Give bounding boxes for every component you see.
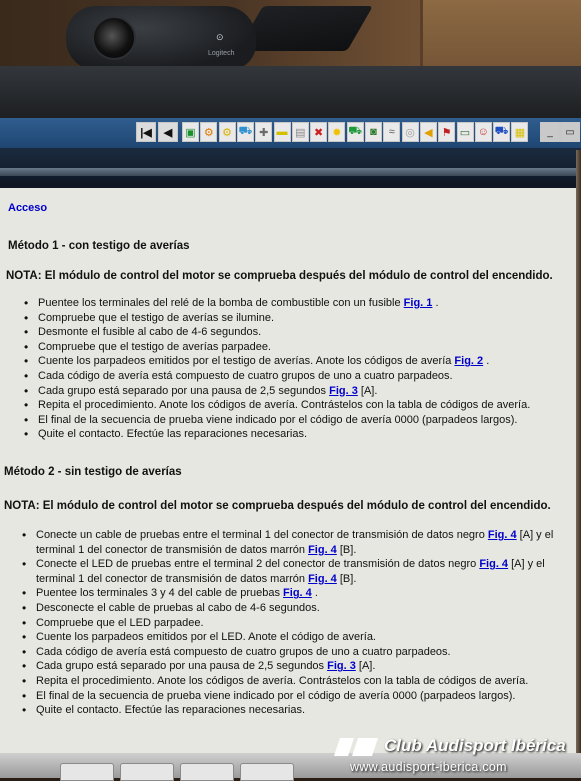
item-text: Compruebe que el LED parpadee. xyxy=(36,616,204,629)
monitor-edge xyxy=(576,150,581,760)
list-item xyxy=(22,557,574,586)
figure-link[interactable]: Fig. 4 xyxy=(283,587,312,600)
minimize-button[interactable]: _ xyxy=(540,122,560,142)
figure-link[interactable]: Fig. 3 xyxy=(329,384,358,397)
monitor-icon[interactable]: ▭ xyxy=(457,122,474,142)
tools-icon[interactable]: ✖ xyxy=(310,122,327,142)
method1-title: Método 1 - con testigo de averías xyxy=(8,240,190,252)
item-text: Cada código de avería está compuesto de cuatro grupos de uno a cuatro parpadeos. xyxy=(36,645,451,658)
first-page-button[interactable]: |◀ xyxy=(136,122,156,142)
taskbar-button[interactable] xyxy=(120,763,174,781)
watermark-url: www.audisport-iberica.com xyxy=(350,760,507,774)
taskbar-button[interactable] xyxy=(180,763,234,781)
item-text: [B]. xyxy=(336,543,357,556)
restore-button[interactable]: ▭ xyxy=(560,122,580,142)
method2-note: NOTA: El módulo de control del motor se comprueba después del módulo de control del encendido. xyxy=(4,500,551,512)
person-icon[interactable]: ☺ xyxy=(475,122,492,142)
item-text: . xyxy=(311,587,318,600)
picture-icon[interactable]: ▣ xyxy=(182,122,199,142)
item-text: . xyxy=(432,297,439,309)
figure-link[interactable]: Fig. 1 xyxy=(403,297,433,309)
list-item xyxy=(24,369,576,384)
app-toolbar xyxy=(0,118,581,149)
item-text: [A]. xyxy=(355,660,376,673)
figure-link[interactable]: Fig. 2 xyxy=(454,355,484,368)
list-item xyxy=(24,413,576,428)
list-item xyxy=(24,325,576,340)
item-text: Quite el contacto. Efectúe las reparaciones necesarias. xyxy=(38,428,308,441)
flag-icon[interactable]: ⚑ xyxy=(438,122,455,142)
item-text: . xyxy=(483,355,490,368)
document-page xyxy=(0,188,576,753)
list-item xyxy=(22,645,574,660)
section-link-acceso[interactable]: Acceso xyxy=(8,202,48,214)
club-logo-icon xyxy=(334,738,378,756)
item-text: Cada grupo está separado por una pausa de 2,5 segundos xyxy=(36,660,328,673)
webcam-lens xyxy=(92,16,136,60)
method1-list xyxy=(24,296,576,442)
cable-icon[interactable]: ≈ xyxy=(383,122,400,142)
figure-link[interactable]: Fig. 4 xyxy=(479,558,509,571)
item-text: Conecte el LED de pruebas entre el terminal 2 del conector de transmisión de datos negro xyxy=(36,558,480,571)
item-text: El final de la secuencia de prueba viene indicado por el código de avería 0000 (parpadeos largos). xyxy=(38,413,518,426)
item-text: Compruebe que el testigo de averías parpadee. xyxy=(38,340,271,353)
list-item xyxy=(22,674,574,689)
item-text: [A] y el terminal 1 del conector de transmisión de datos marrón xyxy=(36,558,545,585)
webcam-brand: Logitech xyxy=(208,50,235,57)
list-item xyxy=(24,296,576,311)
item-text: Cuente los parpadeos emitidos por el LED. Anote el código de avería. xyxy=(36,631,376,644)
taskbar-button[interactable] xyxy=(240,763,294,781)
monitor-bezel xyxy=(0,66,581,118)
previous-button[interactable]: ◀ xyxy=(158,122,178,142)
list-item xyxy=(22,689,574,704)
item-text: Conecte un cable de pruebas entre el terminal 1 del conector de transmisión de datos negro xyxy=(36,529,488,541)
watermark-name: Club Audisport Ibérica xyxy=(384,736,566,755)
item-text: El final de la secuencia de prueba viene indicado por el código de avería 0000 (parpadeos largos). xyxy=(36,689,516,702)
figure-link[interactable]: Fig. 3 xyxy=(327,660,356,673)
figure-link[interactable]: Fig. 4 xyxy=(487,529,517,541)
item-text: Quite el contacto. Efectúe las reparaciones necesarias. xyxy=(36,704,306,717)
webcam-logo-icon: ⊙ xyxy=(216,32,224,42)
header-band xyxy=(0,148,581,188)
item-text: [A]. xyxy=(357,384,378,397)
item-text: Desmonte el fusible al cabo de 4-6 segundos. xyxy=(38,326,262,339)
item-text: Compruebe que el testigo de averías se ilumine. xyxy=(38,311,275,324)
webcam xyxy=(66,6,256,70)
taskbar-button[interactable] xyxy=(60,763,114,781)
watermark xyxy=(330,736,580,778)
item-text: Cada grupo está separado por una pausa de 2,5 segundos xyxy=(38,384,330,397)
item-text: Desconecte el cable de pruebas al cabo de 4-6 segundos. xyxy=(36,601,320,614)
item-text: [B]. xyxy=(336,572,357,585)
method2-list xyxy=(22,528,574,718)
item-text: Cada código de avería está compuesto de cuatro grupos de uno a cuatro parpadeos. xyxy=(38,369,453,382)
gear-icon[interactable]: ⚙ xyxy=(219,122,236,142)
list-item xyxy=(22,630,574,645)
car-blue-icon[interactable]: ⛟ xyxy=(493,122,510,142)
list-item xyxy=(22,703,574,718)
method2-title: Método 2 - sin testigo de averías xyxy=(4,466,182,478)
figure-link[interactable]: Fig. 4 xyxy=(308,572,337,585)
list-item xyxy=(24,398,576,413)
item-text: [A] y el terminal 1 del conector de transmisión de datos marrón xyxy=(36,529,554,556)
item-text: Puentee los terminales 3 y 4 del cable de pruebas xyxy=(36,587,284,600)
box-icon[interactable]: ▦ xyxy=(511,122,528,142)
list-item xyxy=(24,354,576,369)
engine-icon[interactable]: ⚙ xyxy=(200,122,217,142)
list-item xyxy=(24,340,576,355)
car-lift-icon[interactable]: ⛟ xyxy=(237,122,254,142)
list-item xyxy=(24,311,576,326)
cd-icon[interactable]: ◎ xyxy=(402,122,419,142)
list-item xyxy=(24,384,576,399)
wrench-icon[interactable]: ✚ xyxy=(255,122,272,142)
item-text: Repita el procedimiento. Anote los códigos de avería. Contrástelos con la tabla de códigos de avería. xyxy=(36,674,529,687)
bulb-icon[interactable]: ✹ xyxy=(328,122,345,142)
printer-icon[interactable]: ▤ xyxy=(292,122,309,142)
item-text: Cuente los parpadeos emitidos por el testigo de averías. Anote los códigos de avería xyxy=(38,355,455,368)
list-item xyxy=(22,601,574,616)
list-item xyxy=(22,586,574,601)
car-green-icon[interactable]: ⛟ xyxy=(347,122,364,142)
item-text: Repita el procedimiento. Anote los códigos de avería. Contrástelos con la tabla de códigos de avería. xyxy=(38,399,531,412)
list-item xyxy=(22,616,574,631)
item-text: Puentee los terminales del relé de la bomba de combustible con un fusible xyxy=(38,297,404,309)
list-item xyxy=(22,659,574,674)
battery-icon[interactable]: ▬ xyxy=(274,122,291,142)
list-item xyxy=(24,427,576,442)
figure-link[interactable]: Fig. 4 xyxy=(308,543,337,556)
method1-note: NOTA: El módulo de control del motor se comprueba después del módulo de control del encendido. xyxy=(6,270,553,282)
horn-icon[interactable]: ◀ xyxy=(420,122,437,142)
list-item xyxy=(22,528,574,557)
seat-icon[interactable]: ◙ xyxy=(365,122,382,142)
